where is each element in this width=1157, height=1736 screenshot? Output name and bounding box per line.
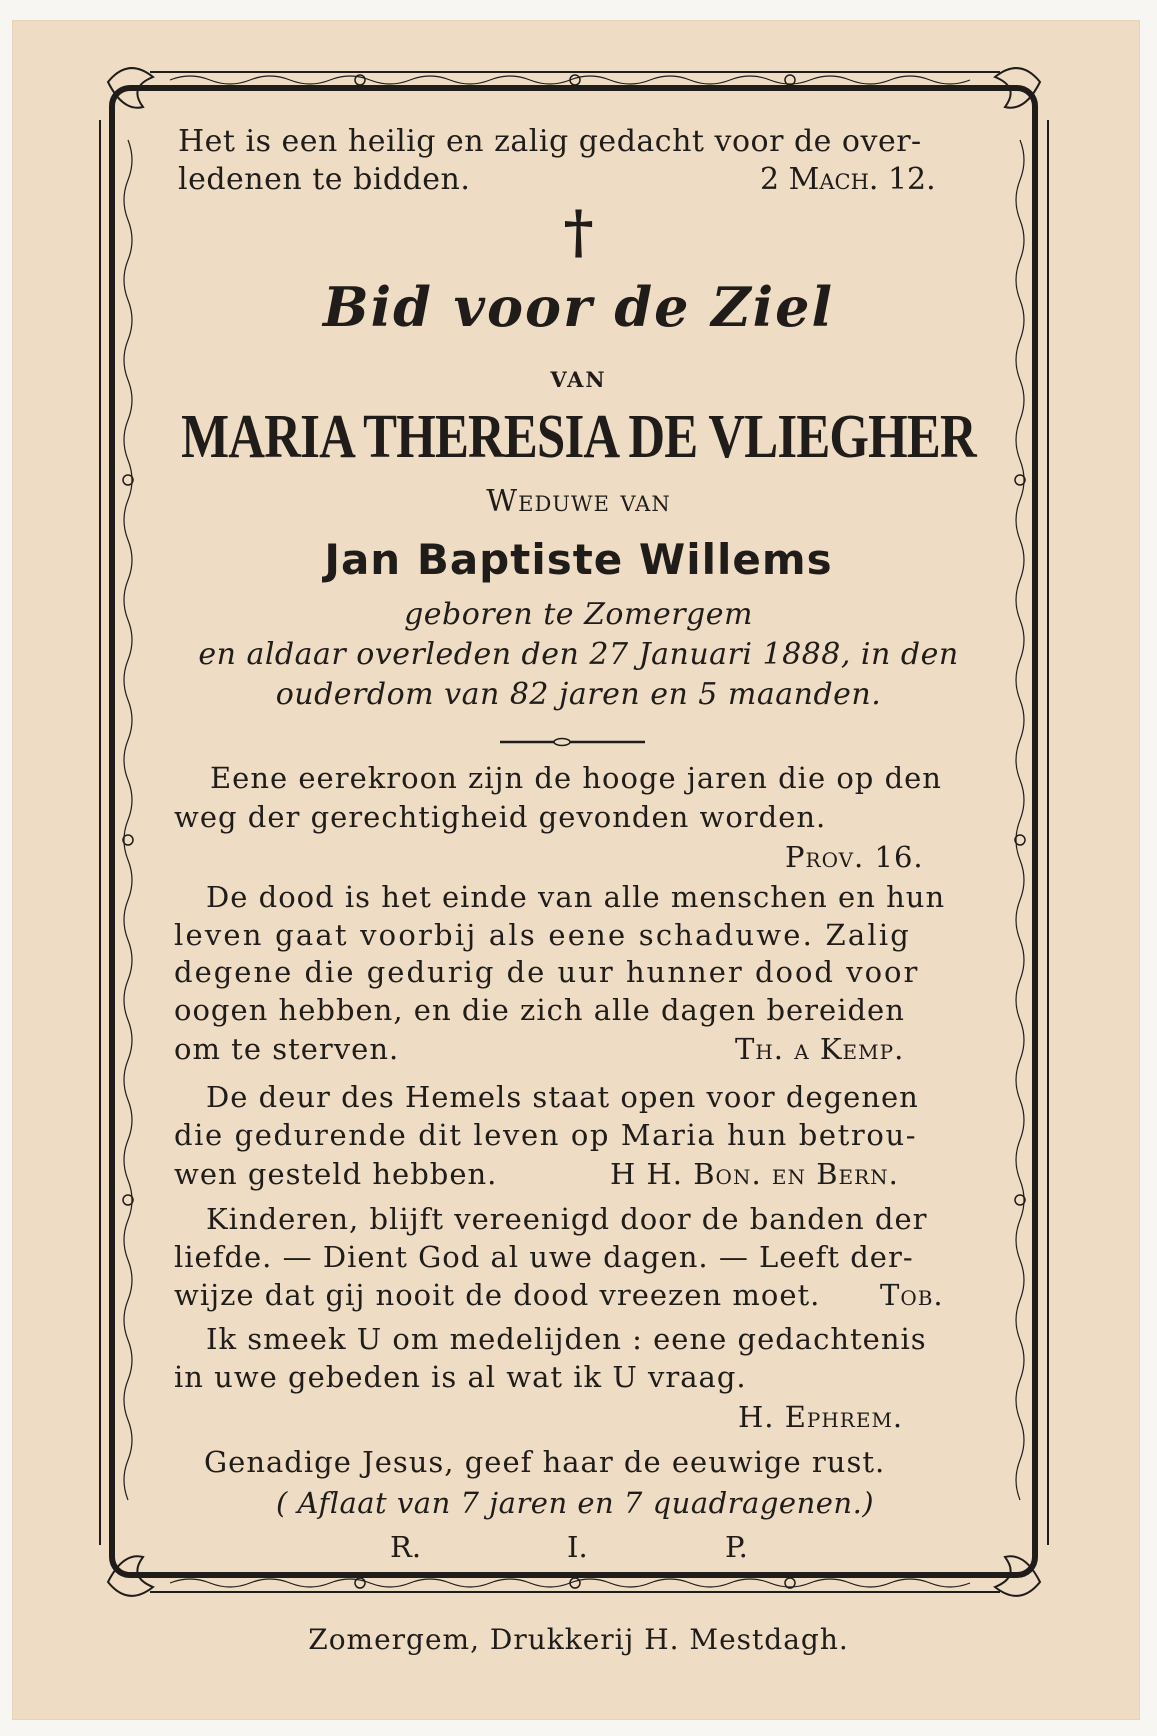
verse-source: Prov. 16.: [785, 840, 924, 874]
spouse-name: Jan Baptiste Willems: [324, 535, 833, 584]
epigraph-line-1: Het is een heilig en zalig gedacht voor de over-: [178, 124, 922, 159]
verse-line: oogen hebben, en die zich alle dagen bereiden: [174, 993, 905, 1027]
verse-line: weg der gerechtigheid gevonden worden.: [174, 800, 827, 834]
deceased-name: MARIA THERESIA DE VLIEGHER: [181, 403, 976, 471]
cross-icon: †: [563, 198, 594, 266]
indulgence-note: ( Aflaat van 7 jaren en 7 quadragenen.): [276, 1486, 875, 1520]
verse-source: H H. Bon. en Bern.: [610, 1157, 899, 1191]
printer-imprint: Zomergem, Drukkerij H. Mestdagh.: [308, 1623, 849, 1656]
verse-line: Kinderen, blijft vereenigd door de banden der: [206, 1202, 928, 1236]
prayer-line: Genadige Jesus, geef haar de eeuwige rust.: [204, 1445, 886, 1479]
verse-line: liefde. — Dient God al uwe dagen. — Leeft der-: [174, 1240, 914, 1274]
verse-line: De dood is het einde van alle menschen en hun: [206, 880, 946, 914]
birth-line: geboren te Zomergem: [404, 597, 753, 632]
verse-line: degene die gedurig de uur hunner dood voor: [174, 955, 920, 989]
verse-line: die gedurende dit leven op Maria hun betrou-: [174, 1118, 918, 1152]
age-line: ouderdom van 82 jaren en 5 maanden.: [275, 677, 882, 712]
verse-line: in uwe gebeden is al wat ik U vraag.: [174, 1360, 747, 1394]
epigraph-reference: 2 Mach. 12.: [760, 162, 936, 197]
death-line: en aldaar overleden den 27 Januari 1888, in den: [198, 637, 959, 672]
verse-source: Tob.: [880, 1278, 944, 1312]
rip-i: I.: [567, 1530, 588, 1564]
verse-line: Ik smeek U om medelijden : eene gedachtenis: [206, 1322, 927, 1356]
verse-line: leven gaat voorbij als eene schaduwe. Zalig: [174, 918, 912, 952]
verse-source: H. Ephrem.: [738, 1400, 904, 1434]
verse-source: Th. a Kemp.: [735, 1032, 905, 1066]
verse-line: Eene eerekroon zijn de hooge jaren die op den: [210, 761, 942, 795]
rip-r: R.: [390, 1530, 422, 1564]
verse-line: wijze dat gij nooit de dood vreezen moet.: [174, 1278, 821, 1312]
widow-of-label: Weduwe van: [486, 484, 671, 519]
verse-line: De deur des Hemels staat open voor degenen: [206, 1080, 919, 1114]
card-heading: Bid voor de Ziel: [322, 275, 835, 339]
verse-line: wen gesteld hebben.: [174, 1157, 498, 1191]
van-label: VAN: [550, 367, 607, 392]
rip-p: P.: [725, 1530, 748, 1564]
epigraph-line-2: ledenen te bidden.: [178, 162, 471, 197]
verse-line: om te sterven.: [174, 1032, 400, 1066]
divider-ornament: [500, 737, 645, 747]
